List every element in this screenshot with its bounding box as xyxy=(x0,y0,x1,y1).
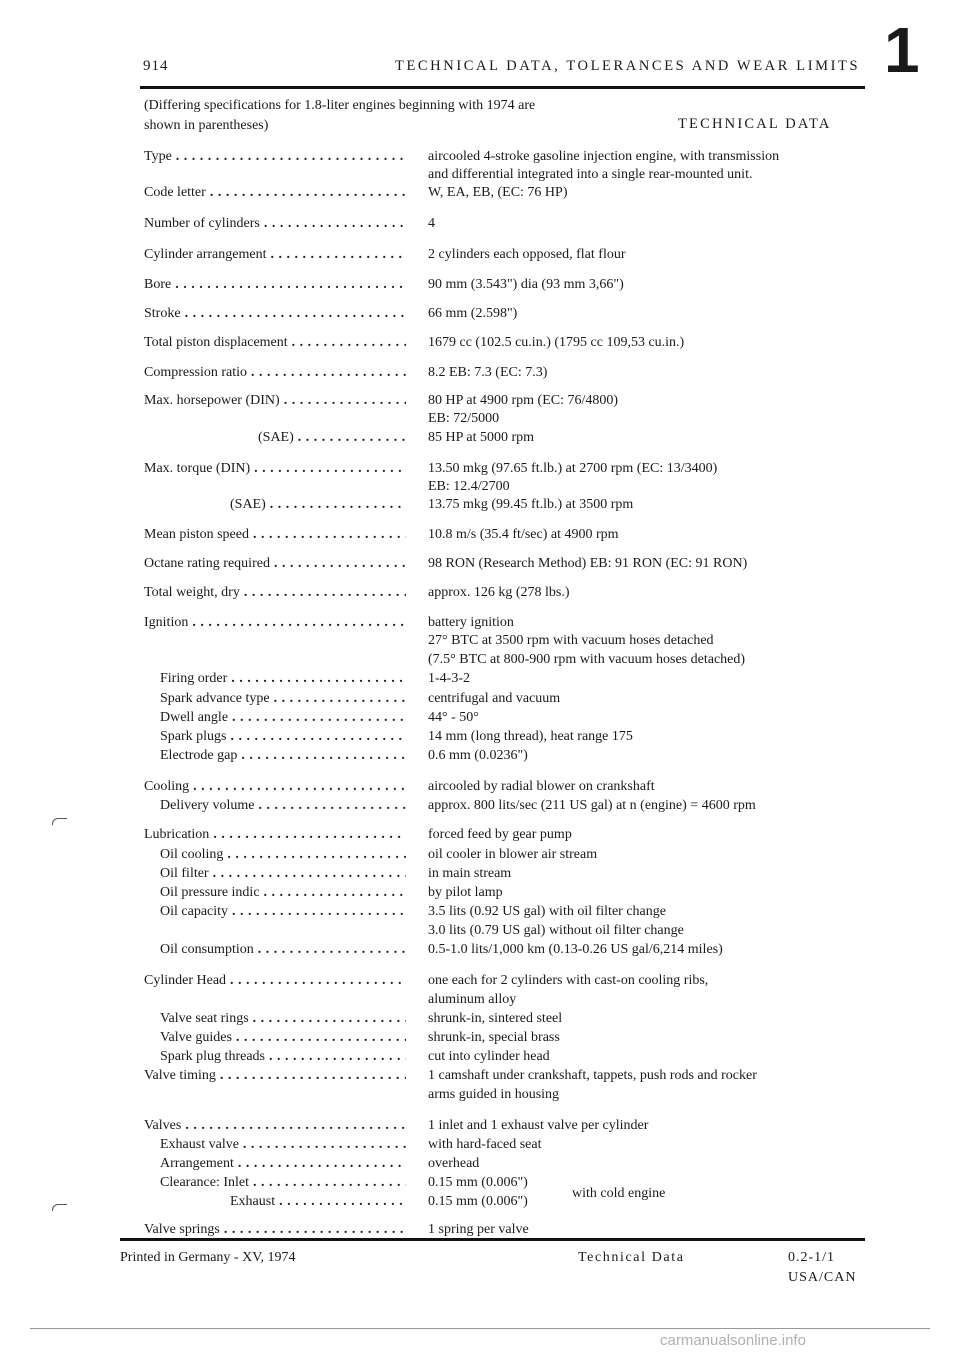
spec-value-oil-capacity-2: 3.0 lits (0.79 US gal) without oil filter change xyxy=(428,923,684,938)
spec-value-horsepower-din-2: EB: 72/5000 xyxy=(428,411,500,426)
spec-label-valve-springs: Valve springs . . . xyxy=(144,1221,406,1239)
spec-value-piston-speed: 10.8 m/s (35.4 ft/sec) at 4900 rpm xyxy=(428,527,619,542)
spec-label-clearance-exhaust: Exhaust . . . xyxy=(230,1193,406,1211)
spec-label-valve-guides: Valve guides . . . xyxy=(160,1029,406,1047)
spec-value-spark-plugs: 14 mm (long thread), heat range 175 xyxy=(428,729,633,744)
spec-label-code-letter: Code letter . . . xyxy=(144,184,406,202)
print-info: Printed in Germany - XV, 1974 xyxy=(120,1250,296,1265)
spec-label-spark-plugs: Spark plugs . . . xyxy=(160,728,406,746)
header-rule xyxy=(140,86,865,89)
spec-label-delivery-volume: Delivery volume . . . xyxy=(160,797,406,815)
intro-line-1: (Differing specifications for 1.8-liter engines beginning with 1974 are xyxy=(144,98,536,113)
spec-label-dwell: Dwell angle . . . xyxy=(160,709,406,727)
spec-value-dwell: 44° - 50° xyxy=(428,710,479,725)
spec-value-cylinders: 4 xyxy=(428,216,435,231)
spec-label-clearance-inlet: Clearance: Inlet . . . xyxy=(160,1174,406,1192)
spec-value-code-letter: W, EA, EB, (EC: 76 HP) xyxy=(428,185,568,200)
section-title: TECHNICAL DATA xyxy=(678,116,832,132)
spec-value-arrangement: overhead xyxy=(428,1156,480,1171)
intro-note xyxy=(144,96,535,136)
spec-label-torque-sae: (SAE) . . . xyxy=(230,496,406,514)
spec-value-valve-springs: 1 spring per valve xyxy=(428,1222,529,1237)
scan-mark xyxy=(52,1204,67,1211)
spec-value-delivery-volume: approx. 800 lits/sec (211 US gal) at n (engine) = 4600 rpm xyxy=(428,798,756,813)
spec-value-oil-filter: in main stream xyxy=(428,866,512,881)
footer-code: 0.2-1/1 xyxy=(788,1250,836,1265)
spec-label-cyl-arrangement: Cylinder arrangement . . . xyxy=(144,246,406,264)
spec-label-octane: Octane rating required . . . xyxy=(144,555,406,573)
spec-label-electrode-gap: Electrode gap . . . xyxy=(160,747,406,765)
spec-value-bore: 90 mm (3.543") dia (93 mm 3,66") xyxy=(428,277,624,292)
intro-line-2: shown in parentheses) xyxy=(144,118,269,133)
spec-label-arrangement: Arrangement . . . xyxy=(160,1155,406,1173)
spec-value-octane: 98 RON (Research Method) EB: 91 RON (EC: 91 RON) xyxy=(428,556,748,571)
spec-value-valve-timing-2: arms guided in housing xyxy=(428,1087,560,1102)
spec-value-weight: approx. 126 kg (278 lbs.) xyxy=(428,585,570,600)
footer-section: Technical Data xyxy=(578,1250,685,1265)
spec-value-exhaust-valve: with hard-faced seat xyxy=(428,1137,542,1152)
spec-label-piston-speed: Mean piston speed . . . xyxy=(144,526,406,544)
clearance-note: with cold engine xyxy=(572,1186,666,1201)
spec-value-ignition-2: 27° BTC at 3500 rpm with vacuum hoses detached xyxy=(428,633,714,648)
spec-label-displacement: Total piston displacement . . . xyxy=(144,334,406,352)
spec-value-cylinder-head-1: one each for 2 cylinders with cast-on cooling ribs, xyxy=(428,973,709,988)
spec-label-firing-order: Firing order . . . xyxy=(160,670,406,688)
spec-value-valves: 1 inlet and 1 exhaust valve per cylinder xyxy=(428,1118,649,1133)
spec-value-torque-sae: 13.75 mkg (99.45 ft.lb.) at 3500 rpm xyxy=(428,497,634,512)
spec-label-oil-filter: Oil filter . . . xyxy=(160,865,406,883)
spec-label-oil-cooling: Oil cooling . . . xyxy=(160,846,406,864)
spec-label-stroke: Stroke . . . xyxy=(144,305,406,323)
spec-label-cooling: Cooling . . . xyxy=(144,778,406,796)
spec-value-ignition-1: battery ignition xyxy=(428,615,514,630)
spec-label-horsepower-sae: (SAE) . . . xyxy=(258,429,406,447)
spec-value-oil-capacity-1: 3.5 lits (0.92 US gal) with oil filter change xyxy=(428,904,666,919)
spec-label-exhaust-valve: Exhaust valve . . . xyxy=(160,1136,406,1154)
spec-label-compression: Compression ratio . . . xyxy=(144,364,406,382)
footer-rule xyxy=(120,1238,865,1241)
spec-value-type-1: aircooled 4-stroke gasoline injection engine, with transmission xyxy=(428,149,780,164)
spec-value-electrode-gap: 0.6 mm (0.0236") xyxy=(428,748,528,763)
spec-label-valve-timing: Valve timing . . . xyxy=(144,1067,406,1085)
spec-label-cylinders: Number of cylinders . . . xyxy=(144,215,406,233)
spec-value-torque-din-1: 13.50 mkg (97.65 ft.lb.) at 2700 rpm (EC: 13/3400) xyxy=(428,461,718,476)
spec-value-clearance-exhaust: 0.15 mm (0.006") xyxy=(428,1194,528,1209)
spec-label-spark-plug-threads: Spark plug threads . . . xyxy=(160,1048,406,1066)
spec-value-valve-seat-rings: shrunk-in, sintered steel xyxy=(428,1011,563,1026)
spec-value-cyl-arrangement: 2 cylinders each opposed, flat flour xyxy=(428,247,626,262)
scan-mark xyxy=(52,818,67,825)
spec-label-torque-din: Max. torque (DIN) . . . xyxy=(144,460,406,478)
spec-label-horsepower-din: Max. horsepower (DIN) . . . xyxy=(144,392,406,410)
spec-label-valves: Valves . . . xyxy=(144,1117,406,1135)
page-number: 914 xyxy=(143,58,169,74)
spec-label-valve-seat-rings: Valve seat rings . . . xyxy=(160,1010,406,1028)
spec-value-valve-guides: shrunk-in, special brass xyxy=(428,1030,560,1045)
spec-value-clearance-inlet: 0.15 mm (0.006") xyxy=(428,1175,528,1190)
spec-value-spark-plug-threads: cut into cylinder head xyxy=(428,1049,550,1064)
chapter-number: 1 xyxy=(884,14,920,86)
spec-value-oil-pressure: by pilot lamp xyxy=(428,885,503,900)
spec-value-firing-order: 1-4-3-2 xyxy=(428,671,470,686)
spec-label-weight: Total weight, dry . . . xyxy=(144,584,406,602)
spec-label-oil-capacity: Oil capacity . . . xyxy=(160,903,406,921)
spec-label-lubrication: Lubrication . . . xyxy=(144,826,406,844)
spec-value-cylinder-head-2: aluminum alloy xyxy=(428,992,517,1007)
spec-value-valve-timing-1: 1 camshaft under crankshaft, tappets, push rods and rocker xyxy=(428,1068,757,1083)
spec-label-bore: Bore . . . xyxy=(144,276,406,294)
spec-value-cooling: aircooled by radial blower on crankshaft xyxy=(428,779,655,794)
spec-value-horsepower-sae: 85 HP at 5000 rpm xyxy=(428,430,535,445)
spec-label-type: Type . . . xyxy=(144,148,406,166)
spec-value-horsepower-din-1: 80 HP at 4900 rpm (EC: 76/4800) xyxy=(428,393,619,408)
scan-edge-line xyxy=(30,1328,930,1329)
spec-value-ignition-3: (7.5° BTC at 800-900 rpm with vacuum hoses detached) xyxy=(428,652,746,667)
watermark: carmanualsonline.info xyxy=(660,1332,806,1349)
spec-label-spark-advance: Spark advance type . . . xyxy=(160,690,406,708)
spec-value-displacement: 1679 cc (102.5 cu.in.) (1795 cc 109,53 cu.in.) xyxy=(428,335,685,350)
spec-value-torque-din-2: EB: 12.4/2700 xyxy=(428,479,510,494)
spec-label-oil-consumption: Oil consumption . . . xyxy=(160,941,406,959)
page-header-title: TECHNICAL DATA, TOLERANCES AND WEAR LIMITS xyxy=(395,58,861,74)
spec-label-cylinder-head: Cylinder Head . . . xyxy=(144,972,406,990)
spec-value-compression: 8.2 EB: 7.3 (EC: 7.3) xyxy=(428,365,548,380)
spec-value-oil-cooling: oil cooler in blower air stream xyxy=(428,847,598,862)
spec-value-spark-advance: centrifugal and vacuum xyxy=(428,691,561,706)
spec-value-stroke: 66 mm (2.598") xyxy=(428,306,518,321)
spec-value-type-2: and differential integrated into a single rear-mounted unit. xyxy=(428,167,753,182)
footer-region: USA/CAN xyxy=(788,1270,857,1285)
spec-value-lubrication: forced feed by gear pump xyxy=(428,827,572,842)
spec-label-oil-pressure: Oil pressure indic . . . xyxy=(160,884,406,902)
spec-value-oil-consumption: 0.5-1.0 lits/1,000 km (0.13-0.26 US gal/6,214 miles) xyxy=(428,942,723,957)
spec-label-ignition: Ignition . . . xyxy=(144,614,406,632)
